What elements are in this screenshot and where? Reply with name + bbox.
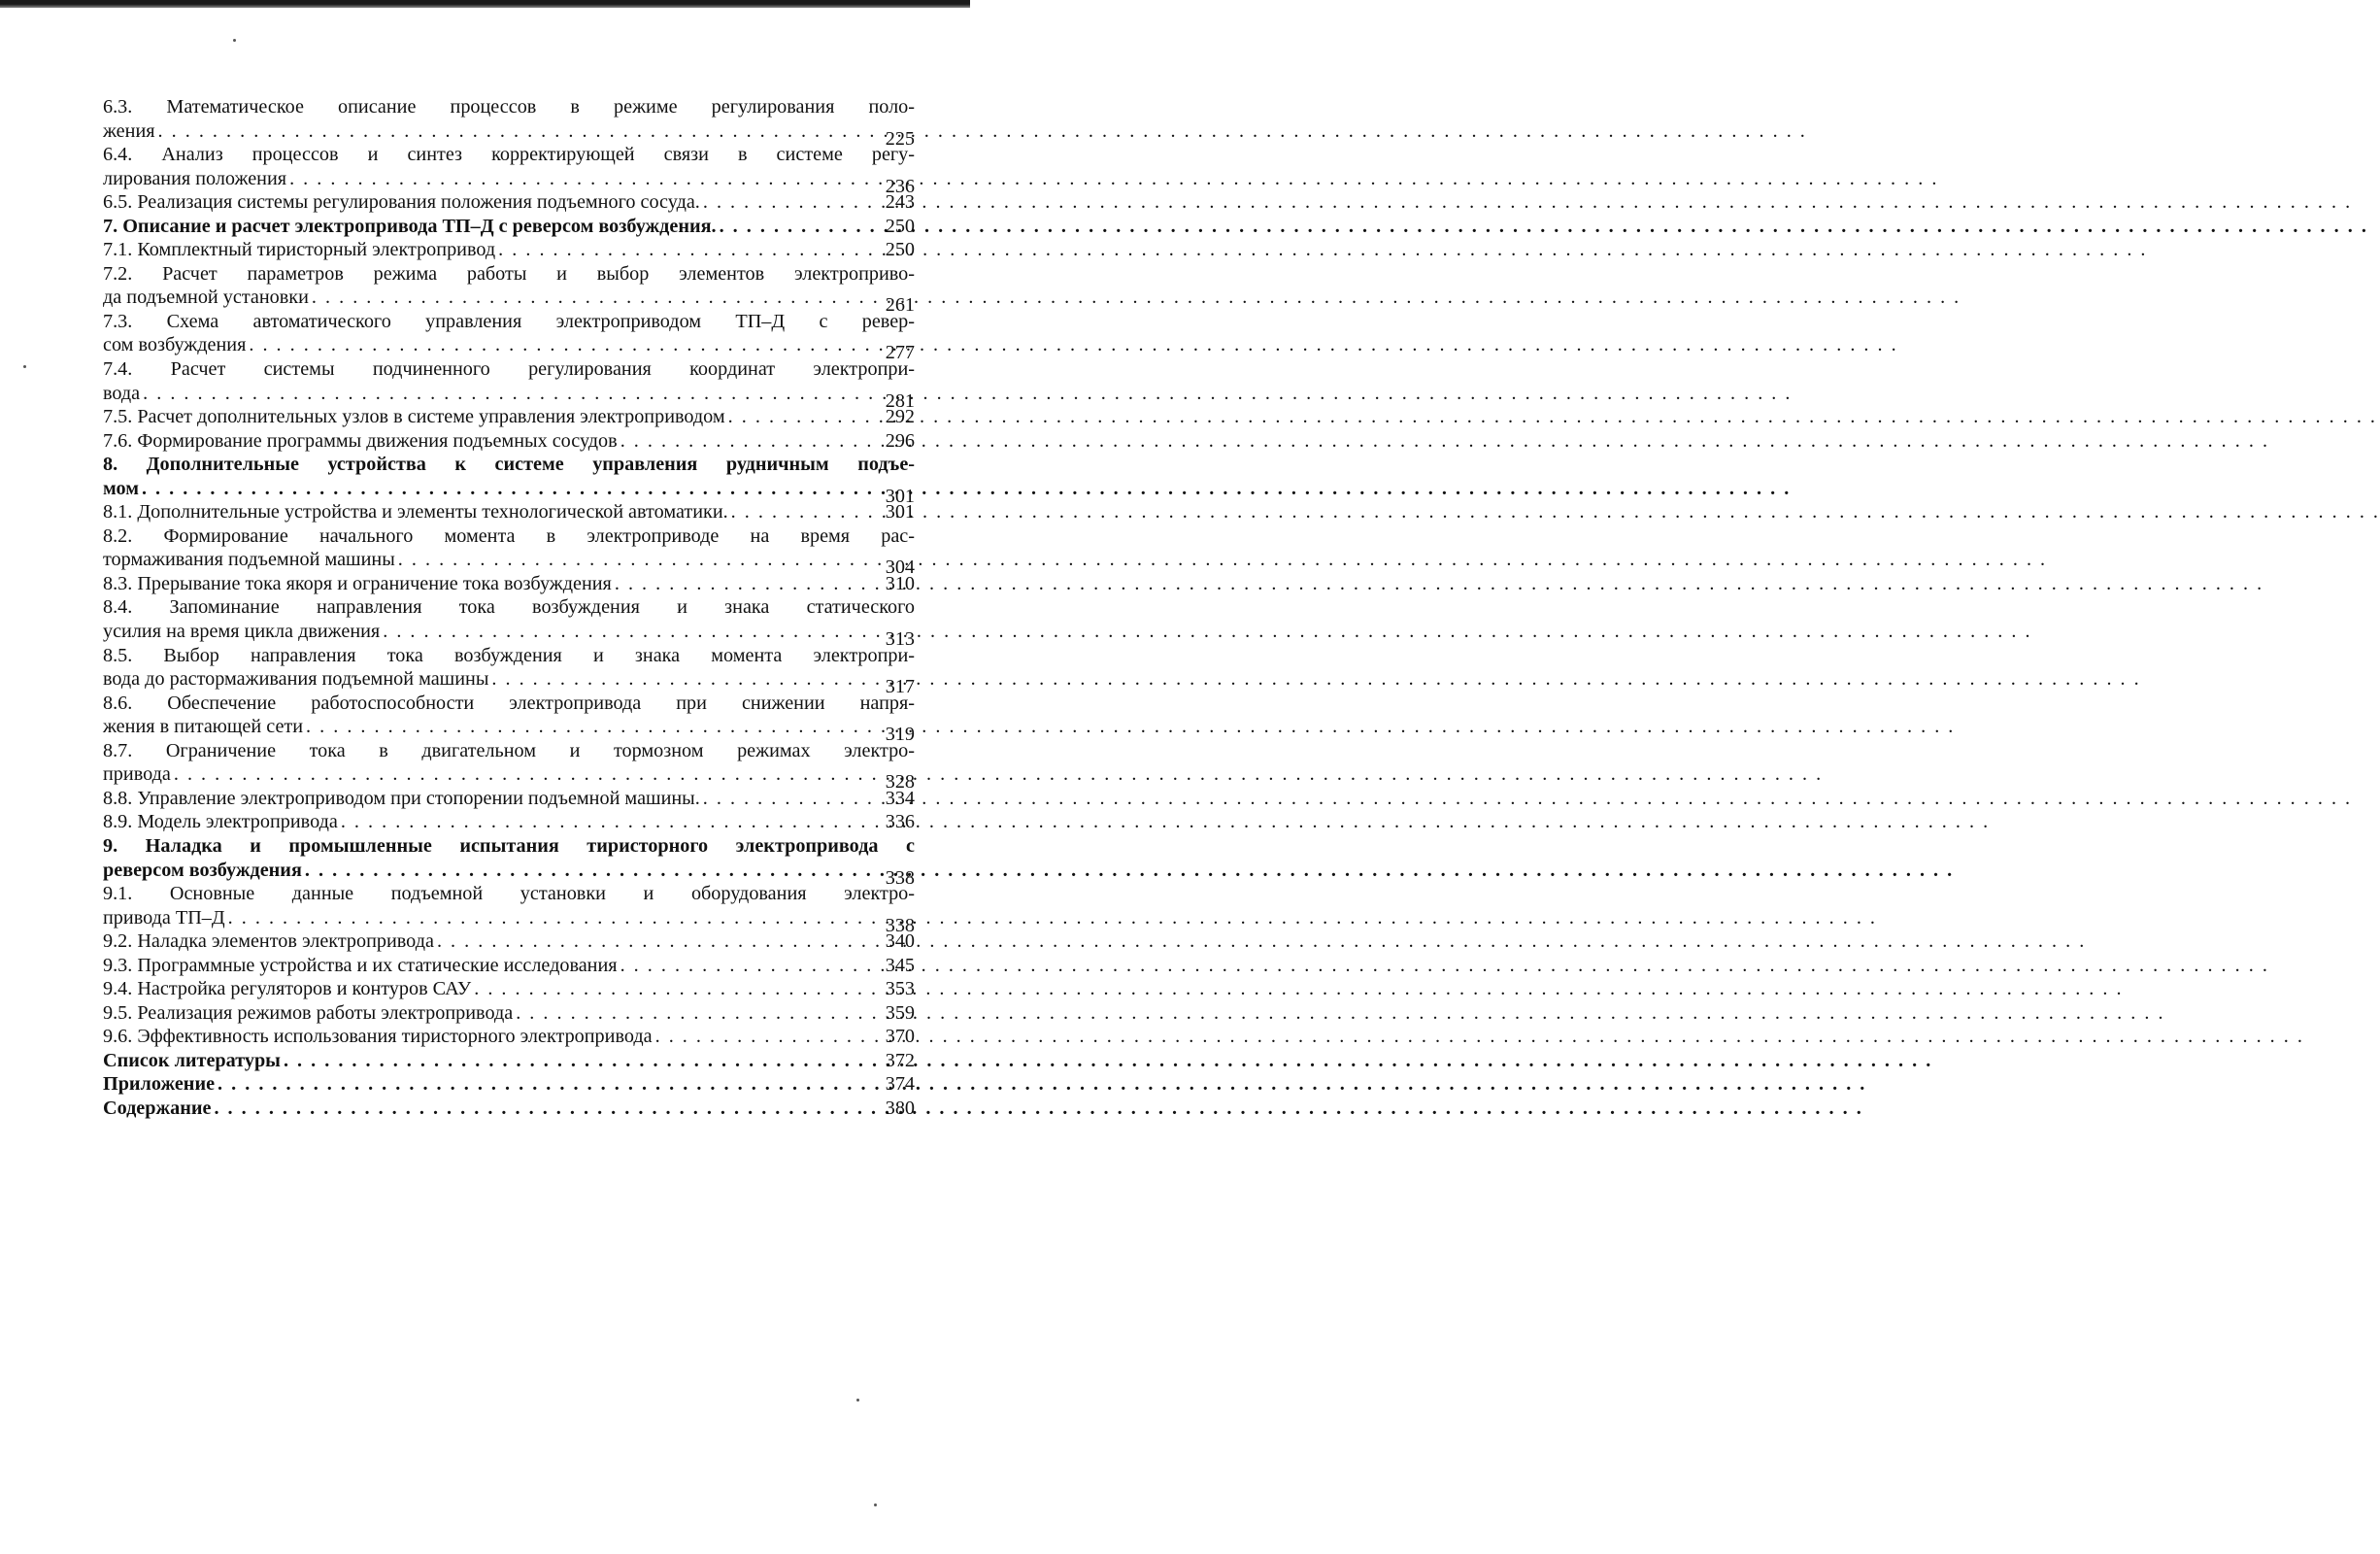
- dot-leader: [215, 1072, 868, 1097]
- dot-leader: [338, 810, 868, 834]
- toc-page-number: 374: [885, 1073, 915, 1096]
- toc-entry: [103, 739, 915, 794]
- toc-entry-title-line: усилия на время цикла движения: [103, 621, 381, 643]
- toc-page-number: 328: [885, 771, 915, 794]
- dot-leader: [211, 1097, 868, 1121]
- dot-leader: [171, 762, 868, 787]
- toc-entry-title-line: Приложение: [103, 1073, 216, 1096]
- toc-entry-title-line: мом: [103, 477, 139, 499]
- toc-entry: [103, 834, 915, 889]
- toc-entry: [103, 572, 915, 596]
- dot-leader: [380, 620, 868, 644]
- toc-entry-title-line: 8.5. Выбор направления тока возбуждения и знака момента электропри-: [103, 644, 915, 666]
- toc-page-number: 372: [885, 1049, 915, 1071]
- toc-entry-title-line: 9.5. Реализация режимов работы электропривода: [103, 1001, 514, 1024]
- scan-speck: [856, 1399, 859, 1402]
- toc-page-number: 277: [885, 342, 915, 364]
- dot-leader: [488, 667, 868, 692]
- toc-entry-title-line: Содержание: [103, 1097, 212, 1119]
- toc-page-number: 292: [885, 406, 915, 428]
- toc-page-number: 336: [885, 811, 915, 833]
- toc-entry-title-line: жения в питающей сети: [103, 716, 304, 738]
- toc-entry-title-line: 9.6. Эффективность использования тиристорного электропривода: [103, 1026, 653, 1048]
- toc-entry: [103, 1025, 915, 1049]
- toc-entry: [103, 453, 915, 507]
- toc-entry: [103, 1097, 915, 1121]
- scan-top-edge: [0, 0, 970, 8]
- dot-leader: [653, 1025, 868, 1049]
- toc-page-number: 301: [885, 485, 915, 507]
- toc-entry: [103, 595, 915, 651]
- toc-entry: [103, 1001, 915, 1026]
- toc-entry: [103, 262, 915, 317]
- toc-entry-title-line: 7.1. Комплектный тиристорный электропривод: [103, 239, 496, 261]
- toc-entry: [103, 524, 915, 579]
- toc-page-number: 319: [885, 724, 915, 746]
- toc-page-number: 370: [885, 1026, 915, 1048]
- dot-leader: [700, 190, 868, 215]
- toc-entry-title-line: 6.3. Математическое описание процессов в режиме регулирования поло-: [103, 96, 915, 118]
- toc-page-number: 281: [885, 389, 915, 412]
- toc-entry-title-line: вода до растормаживания подъемной машины: [103, 668, 489, 691]
- toc-entry-title-line: 7.4. Расчет системы подчиненного регулирования координат электропри-: [103, 358, 915, 381]
- toc-entry: [103, 500, 915, 524]
- toc-entry-title-line: сом возбуждения: [103, 334, 247, 356]
- dot-leader: [395, 548, 868, 572]
- toc-entry: [103, 644, 915, 698]
- toc-entry-title-line: 8.2. Формирование начального момента в электроприводе на время рас-: [103, 524, 915, 547]
- dot-leader: [618, 954, 868, 978]
- toc-entry: [103, 215, 915, 239]
- dot-leader: [246, 333, 868, 357]
- toc-entry-title-line: тормаживания подъемной машины: [103, 549, 395, 571]
- toc-entry: [103, 692, 915, 746]
- toc-entry-title-line: 8. Дополнительные устройства к системе управления рудничным подъе-: [103, 454, 915, 476]
- toc-page-number: 338: [885, 914, 915, 936]
- toc-page-number: 345: [885, 954, 915, 976]
- toc-page-number: 296: [885, 429, 915, 452]
- toc-page-number: 380: [885, 1097, 915, 1119]
- scan-speck: [233, 39, 236, 42]
- toc-entry-title-line: вода: [103, 382, 141, 404]
- toc-page-number: 261: [885, 294, 915, 317]
- toc-entry-title-line: 9.1. Основные данные подъемной установки и оборудования электро-: [103, 883, 915, 905]
- toc-page-number: 236: [885, 175, 915, 197]
- toc-entry-title-line: привода: [103, 763, 171, 786]
- dot-leader: [309, 286, 868, 310]
- toc-page-number: 310: [885, 572, 915, 594]
- dot-leader: [139, 477, 868, 501]
- toc-entry: [103, 95, 915, 150]
- dot-leader: [728, 500, 868, 524]
- toc-entry: [103, 357, 915, 412]
- toc-entry: [103, 143, 915, 197]
- toc-entry-title-line: жения: [103, 119, 155, 142]
- toc-entry-title-line: 7.3. Схема автоматического управления электроприводом ТП–Д с ревер-: [103, 310, 915, 332]
- dot-leader: [303, 715, 868, 739]
- table-of-contents: [103, 95, 915, 1121]
- dot-leader: [612, 572, 868, 596]
- toc-entry: [103, 1049, 915, 1073]
- toc-entry-title-line: 6.5. Реализация системы регулирования положения подъемного сосуда.: [103, 191, 700, 214]
- toc-entry-title-line: да подъемной установки: [103, 287, 309, 309]
- toc-entry-title-line: 8.7. Ограничение тока в двигательном и тормозном режимах электро-: [103, 739, 915, 761]
- toc-entry-title-line: 8.9. Модель электропривода: [103, 811, 338, 833]
- toc-entry-title-line: 7.2. Расчет параметров режима работы и выбор элементов электроприво-: [103, 262, 915, 285]
- toc-page-number: 334: [885, 787, 915, 809]
- dot-leader: [225, 906, 868, 930]
- toc-entry: [103, 429, 915, 454]
- dot-leader: [140, 382, 868, 406]
- toc-entry: [103, 238, 915, 262]
- toc-entry-title-line: 9.3. Программные устройства и их статические исследования: [103, 954, 618, 976]
- dot-leader: [434, 929, 868, 954]
- dot-leader: [281, 1049, 868, 1073]
- toc-page-number: 225: [885, 127, 915, 150]
- toc-entry-title-line: 8.8. Управление электроприводом при стопорении подъемной машины.: [103, 787, 700, 809]
- toc-page-number: 359: [885, 1001, 915, 1024]
- toc-entry: [103, 787, 915, 811]
- dot-leader: [725, 405, 868, 429]
- toc-page-number: 243: [885, 191, 915, 214]
- dot-leader: [700, 787, 868, 811]
- toc-entry: [103, 1072, 915, 1097]
- toc-entry: [103, 977, 915, 1001]
- toc-page-number: 317: [885, 676, 915, 698]
- dot-leader: [471, 977, 868, 1001]
- toc-entry-title-line: 8.4. Запоминание направления тока возбуждения и знака статического: [103, 596, 915, 619]
- dot-leader: [286, 167, 868, 191]
- toc-entry-title-line: 7. Описание и расчет электропривода ТП–Д с реверсом возбуждения.: [103, 215, 717, 237]
- toc-entry: [103, 810, 915, 834]
- toc-entry: [103, 190, 915, 215]
- toc-page-number: 353: [885, 978, 915, 1000]
- toc-entry-title-line: Список литературы: [103, 1049, 281, 1071]
- toc-page-number: 313: [885, 628, 915, 651]
- toc-entry: [103, 310, 915, 364]
- toc-entry-title-line: лирования положения: [103, 167, 287, 189]
- toc-entry-title-line: реверсом возбуждения: [103, 859, 302, 881]
- dot-leader: [513, 1001, 868, 1026]
- toc-page-number: 338: [885, 866, 915, 889]
- toc-entry-title-line: 7.6. Формирование программы движения подъемных сосудов: [103, 429, 618, 452]
- toc-page-number: 301: [885, 501, 915, 524]
- toc-page-number: 340: [885, 930, 915, 953]
- toc-page-number: 250: [885, 215, 915, 237]
- toc-entry-title-line: 8.3. Прерывание тока якоря и ограничение тока возбуждения: [103, 572, 612, 594]
- toc-entry: [103, 929, 915, 954]
- toc-entry-title-line: 8.1. Дополнительные устройства и элементы технологической автоматики.: [103, 501, 728, 524]
- dot-leader: [717, 215, 868, 239]
- dot-leader: [618, 429, 868, 454]
- dot-leader: [302, 859, 868, 883]
- toc-entry-title-line: 9.4. Настройка регуляторов и контуров САУ: [103, 978, 472, 1000]
- toc-entry-title-line: 9.2. Наладка элементов электропривода: [103, 930, 434, 953]
- toc-entry: [103, 405, 915, 429]
- toc-entry: [103, 882, 915, 936]
- dot-leader: [495, 238, 868, 262]
- dot-leader: [155, 119, 868, 144]
- scan-speck: [874, 1503, 877, 1506]
- toc-entry-title-line: 6.4. Анализ процессов и синтез корректирующей связи в системе регу-: [103, 144, 915, 166]
- toc-entry-title-line: привода ТП–Д: [103, 906, 225, 929]
- toc-entry: [103, 954, 915, 978]
- toc-entry-title-line: 8.6. Обеспечение работоспособности электропривода при снижении напря-: [103, 692, 915, 714]
- scan-speck: [23, 365, 26, 368]
- toc-entry-title-line: 7.5. Расчет дополнительных узлов в системе управления электроприводом: [103, 406, 725, 428]
- toc-entry-title-line: 9. Наладка и промышленные испытания тиристорного электропривода с: [103, 834, 915, 857]
- toc-page-number: 304: [885, 557, 915, 579]
- toc-page-number: 250: [885, 239, 915, 261]
